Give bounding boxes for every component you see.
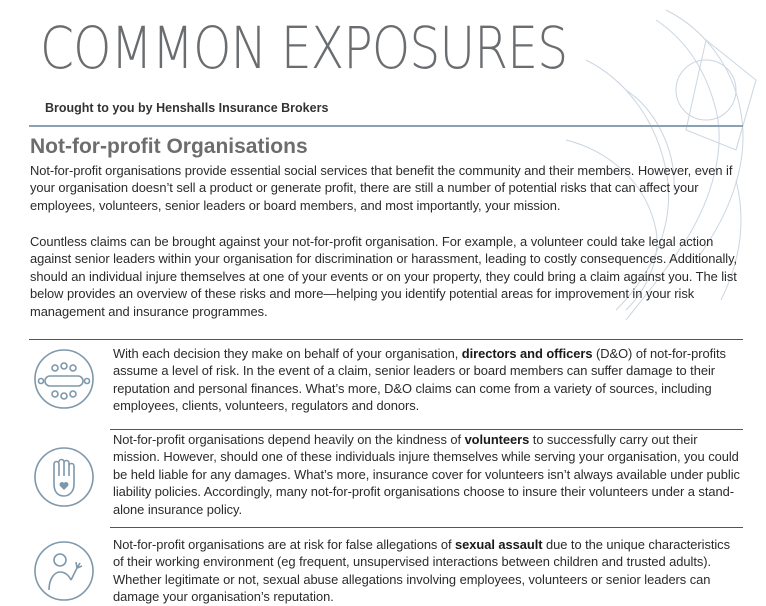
raised-hand-heart-icon (33, 446, 95, 508)
section-heading: Not-for-profit Organisations (30, 135, 308, 158)
person-stop-gesture-icon (33, 540, 95, 602)
intro-paragraph-1: Not-for-profit organisations provide essential social services that benefit the community and their members. However, even if your organisation doesn’t sell a product or generate profit, there are still a number of potential risks that can affect your employees, volunteers, senior leaders or board members, and most importantly, your mission. (30, 163, 733, 213)
boardroom-icon (33, 348, 95, 410)
exposure-text: Not-for-profit organisations are at risk for false allegations of sexual assault due to the unique characteristics of their working environment (eg frequent, unsupervised interactions between children and trusted adults). Whether legitimate or not, sexual abuse allegations involving employees, volunteers or senior leaders can damage your organisation’s reputation. (113, 537, 730, 605)
exposure-text: With each decision they make on behalf of your organisation, directors and officers (D&O) of not-for-profits assume a level of risk. In the event of a claim, senior leaders or board members can suffer damage to their reputation and personal finances. What’s more, D&O claims can come from a variety of sources, including employees, clients, volunteers, regulators and donors. (113, 346, 726, 414)
document-title: COMMON EXPOSURES (40, 14, 568, 82)
divider (110, 527, 743, 528)
divider (110, 429, 743, 430)
intro-paragraph-2: Countless claims can be brought against your not-for-profit organisation. For example, a volunteer could take legal action against senior leaders within your organisation for discrimination or harassment, leading to costly consequences. Additionally, should an individual injure themselves at one of your events or on your property, they could bring a claim against you. The list below provides an overview of these risks and more—helping you identify potential areas for improvement in your risk management and insurance programmes. (30, 234, 738, 319)
header-divider (29, 125, 743, 127)
exposure-text: Not-for-profit organisations depend heavily on the kindness of volunteers to successfully carry out their mission. However, should one of these individuals injure themselves while serving your organisation, you could be held liable for any damages. What’s more, insurance cover for volunteers isn’t always available under public liability policies. Accordingly, many not-for-profit organisations choose to insure their volunteers under a stand-alone insurance policy. (113, 432, 740, 517)
divider (29, 339, 743, 340)
byline: Brought to you by Henshalls Insurance Brokers (45, 101, 329, 115)
